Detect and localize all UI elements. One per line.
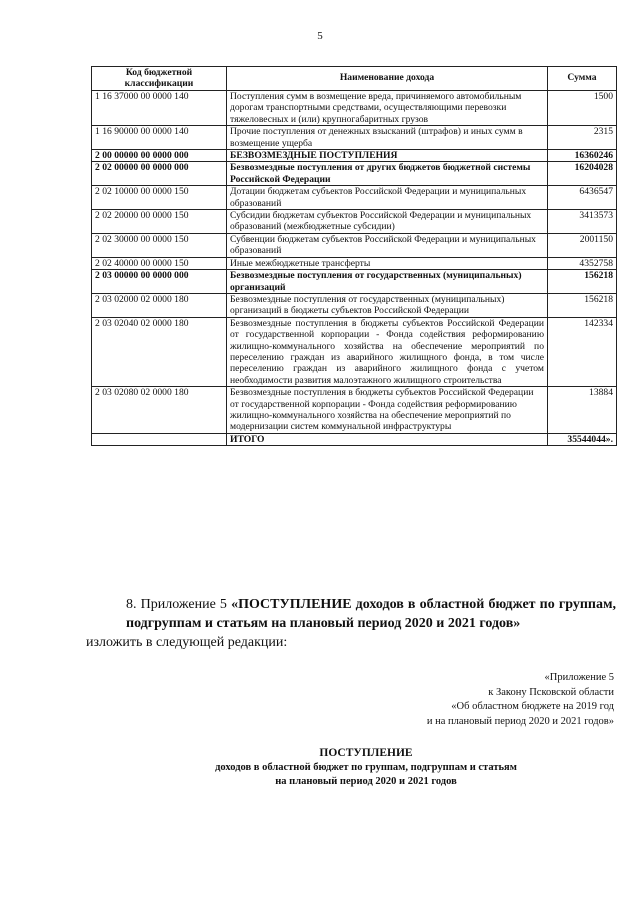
row-code: 2 00 00000 00 0000 000 (92, 150, 227, 162)
row-name: Субсидии бюджетам субъектов Российской Федерации и муниципальных образований (межбюджетные субсидии) (227, 210, 548, 234)
appendix-reference (427, 671, 614, 729)
row-code: 1 16 37000 00 0000 140 (92, 91, 227, 126)
row-code: 2 02 40000 00 0000 150 (92, 257, 227, 269)
row-name: Прочие поступления от денежных взысканий (штрафов) и иных сумм в возмещение ущерба (227, 126, 548, 150)
row-name: Поступления сумм в возмещение вреда, причиняемого автомобильным дорогам транспортными средствами, осуществляющими перевозки тяжеловесных и (или) крупногабаритных грузов (227, 91, 548, 126)
appendix-line: и на плановый период 2020 и 2021 годов» (426, 715, 614, 727)
section-paragraph (86, 595, 616, 652)
row-sum: 1500 (548, 91, 617, 126)
title-main: ПОСТУПЛЕНИЕ (319, 747, 413, 759)
table-row (92, 126, 617, 150)
row-sum: 142334 (548, 317, 617, 386)
row-code: 2 02 00000 00 0000 000 (92, 162, 227, 186)
table-row (92, 91, 617, 126)
row-sum: 16204028 (548, 162, 617, 186)
row-name: Безвозмездные поступления в бюджеты субъектов Российской Федерации от государственной корпорации - Фонда содействия реформированию жилищно-коммунального хозяйства на обеспечение мероприятий по переселению граждан из аварийного жилищного фонда, в том числе переселению граждан из аварийного жилищного фонда с учетом необходимости развития малоэтажного жилищного строительства (227, 317, 548, 386)
row-sum: 35544044». (548, 433, 617, 445)
header-name: Наименование дохода (227, 67, 548, 91)
table-row (92, 233, 617, 257)
row-code: 2 03 00000 00 0000 000 (92, 270, 227, 294)
table-header-row (92, 67, 617, 91)
table-row (92, 293, 617, 317)
table-row (92, 210, 617, 234)
row-code: 1 16 90000 00 0000 140 (92, 126, 227, 150)
row-name: Субвенции бюджетам субъектов Российской Федерации и муниципальных образований (227, 233, 548, 257)
row-name: БЕЗВОЗМЕЗДНЫЕ ПОСТУПЛЕНИЯ (227, 150, 548, 162)
row-name: Безвозмездные поступления от других бюджетов бюджетной системы Российской Федерации (227, 162, 548, 186)
row-code: 2 03 02080 02 0000 180 (92, 387, 227, 434)
row-sum: 156218 (548, 293, 617, 317)
row-name: Безвозмездные поступления от государственных (муниципальных) организаций в бюджеты субъектов Российской Федерации (227, 293, 548, 317)
section-text: изложить в следующей редакции: (86, 635, 288, 650)
appendix-line: к Закону Псковской области (488, 686, 614, 698)
row-sum: 2315 (548, 126, 617, 150)
table-row (92, 270, 617, 294)
row-name: Иные межбюджетные трансферты (227, 257, 548, 269)
section-title: «ПОСТУПЛЕНИЕ доходов в областной бюджет по группам, подгруппам и статьям на плановый период 2020 и 2021 годов» (126, 597, 617, 631)
title-line: на плановый период 2020 и 2021 годов (275, 776, 457, 787)
row-name: Безвозмездные поступления от государственных (муниципальных) организаций (227, 270, 548, 294)
row-name: Дотации бюджетам субъектов Российской Федерации и муниципальных образований (227, 186, 548, 210)
table-row (92, 257, 617, 269)
table-row (92, 317, 617, 386)
row-sum: 13884 (548, 387, 617, 434)
row-code: 2 03 02040 02 0000 180 (92, 317, 227, 386)
row-sum: 2001150 (548, 233, 617, 257)
row-name: Безвозмездные поступления в бюджеты субъектов Российской Федерации от государственной корпорации - Фонда содействия реформированию жилищно-коммунального хозяйства на обеспечение мероприятий по модернизации систем коммунальной инфраструктуры (227, 387, 548, 434)
row-code: 2 03 02000 02 0000 180 (92, 293, 227, 317)
section-number: 8. Приложение 5 (126, 597, 227, 612)
row-code: 2 02 10000 00 0000 150 (92, 186, 227, 210)
row-name: ИТОГО (227, 433, 548, 445)
header-sum: Сумма (548, 67, 617, 91)
appendix-line: «Об областном бюджете на 2019 год (451, 701, 614, 712)
page-number: 5 (317, 30, 323, 42)
section-first-line (86, 595, 616, 633)
row-code (92, 433, 227, 445)
row-sum: 156218 (548, 270, 617, 294)
row-sum: 16360246 (548, 150, 617, 162)
table-row (92, 387, 617, 434)
row-sum: 3413573 (548, 210, 617, 234)
table-row (92, 162, 617, 186)
title-line: доходов в областной бюджет по группам, подгруппам и статьям (215, 762, 517, 773)
appendix-line: «Приложение 5 (544, 672, 614, 683)
document-title (86, 745, 640, 789)
table-row (92, 186, 617, 210)
row-sum: 6436547 (548, 186, 617, 210)
table-total-row (92, 433, 617, 445)
header-code: Код бюджетной классификации (92, 67, 227, 91)
table-row (92, 150, 617, 162)
row-code: 2 02 30000 00 0000 150 (92, 233, 227, 257)
row-code: 2 02 20000 00 0000 150 (92, 210, 227, 234)
revenue-table (91, 66, 617, 446)
row-sum: 4352758 (548, 257, 617, 269)
